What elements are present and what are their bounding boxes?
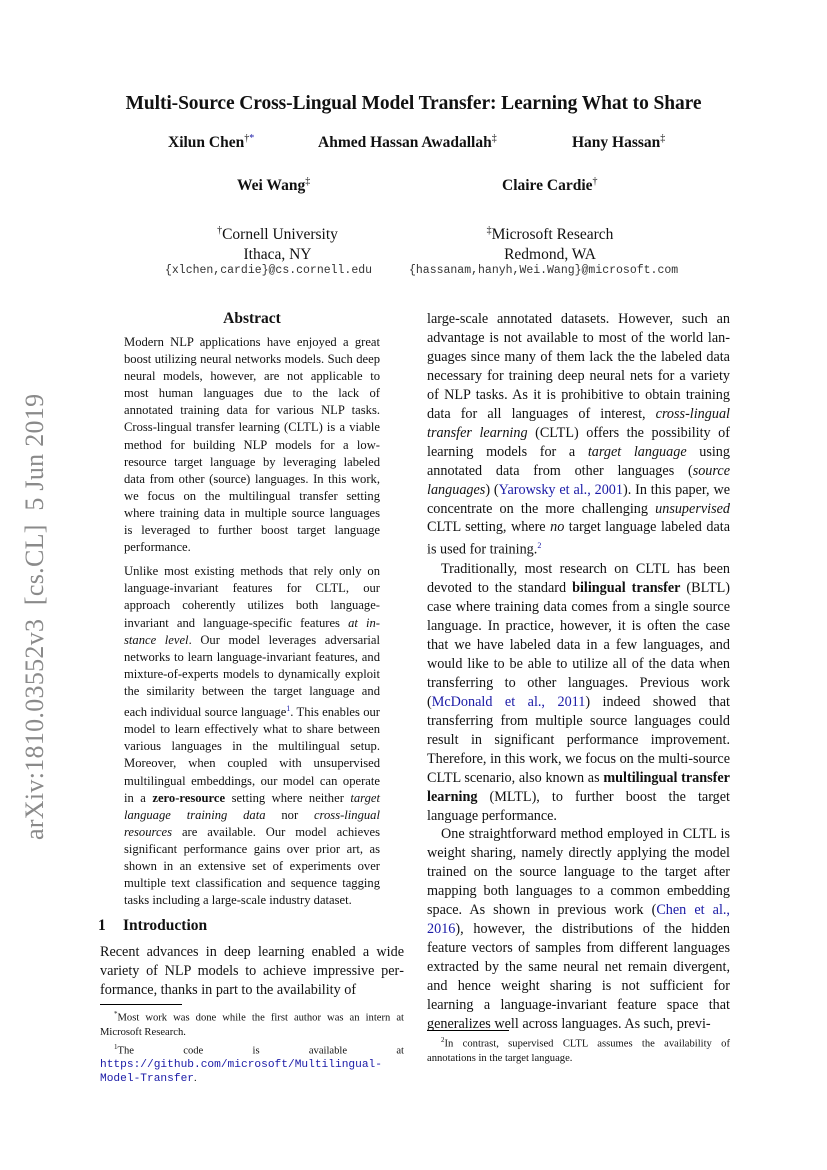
- text: . This enables our model to learn effectively what to share between various languages in the multilingual setup. Moreover, when coupled with unsupervised multilingual embeddings, our model can operate in a: [124, 705, 380, 805]
- text: ) indeed showed that transferring from multiple source languages could result in significant performance improvement. Therefore, in this work, we focus on the multi-source CLTL scenario, also known as: [427, 693, 730, 786]
- author-xilun-chen: [168, 133, 254, 152]
- section-number: 1: [98, 917, 106, 935]
- footnote-text: In contrast, supervised CLTL assumes the availability of annotations in the target language.: [427, 1038, 730, 1064]
- abstract: [100, 310, 404, 909]
- affiliation-institution: Microsoft Research: [491, 226, 614, 244]
- author-name: Hany Hassan: [572, 134, 661, 152]
- text: CLTL setting, where: [427, 519, 551, 536]
- footnote-text: .: [194, 1073, 197, 1085]
- footnote-mark: 2: [441, 1036, 445, 1044]
- footnote-1: [100, 1040, 404, 1087]
- email-microsoft[interactable]: {hassanam,hanyh,Wei.Wang}@microsoft.com: [409, 264, 679, 277]
- footnote-ref-1[interactable]: 1: [286, 703, 291, 713]
- author-mark: ‡: [660, 133, 666, 144]
- intro-paragraph-3: [427, 825, 730, 1033]
- text: One straightforward method employed in CLTL is weight sharing, namely directly applying the model trained on the source language to the target after mapping both languages to a common embedding space. As shown in previous work (: [427, 826, 730, 919]
- arxiv-stamp: arXiv:1810.03552v3 [cs.CL] 5 Jun 2019: [20, 393, 49, 840]
- code-link[interactable]: https://github.com/microsoft/Multilingual-Model-Transfer: [100, 1059, 382, 1086]
- intro-paragraph-1-start: Recent advances in deep learning enabled a wide variety of NLP models to achieve impressive performance, thanks in part to the availability of: [100, 944, 404, 999]
- bold-term: bilingual transfer: [572, 580, 681, 597]
- author-name: Xilun Chen: [168, 134, 245, 152]
- text: ) (: [485, 481, 499, 498]
- emphasis: target language: [587, 443, 687, 460]
- abstract-paragraph-1: Modern NLP applications have enjoyed a great boost utilizing neural networks models. Such deep neural models, however, are not applicable to most human languages due to the lack of annotated training data for various NLP tasks. Cross-lingual transfer learning (CLTL) is a viable method for building NLP models for a low-resource target language by leveraging labeled data from other (source) languages. In this work, we focus on the multilingual transfer setting where training data in multiple source languages is leveraged to further boost target language performance.: [124, 335, 380, 555]
- text: are available. Our model achieves significant performance gains over prior art, as shown in an extensive set of experiments over multiple text classification and sequence tagging tasks including a large-scale industry dataset.: [124, 824, 380, 908]
- emphasis: no: [550, 519, 565, 536]
- abstract-heading: Abstract: [223, 310, 281, 327]
- author-mark: ‡: [305, 176, 311, 187]
- left-column: [100, 310, 404, 1000]
- citation-link[interactable]: Yarowsky et al., 2001: [498, 481, 623, 498]
- bold-term: zero-resource: [152, 790, 226, 805]
- emphasis: source languages: [427, 462, 730, 498]
- text: using annotated data from other languages (: [427, 443, 730, 479]
- citation-link[interactable]: Chen et al., 2016: [427, 902, 730, 938]
- author-ahmed-hassan-awadallah: [318, 133, 497, 152]
- author-claire-cardie: [502, 176, 598, 195]
- text: ), however, the distributions of the hidden feature vectors of samples from different languages extracted by the same neural net remain divergent, and hence weight sharing is not sufficient for learning a language-invariant feature space that generalizes well across languages. As such, previ-: [427, 921, 730, 1032]
- section-title: Introduction: [123, 917, 208, 935]
- footnote-mark: *: [114, 1010, 118, 1018]
- footnote-star: [100, 1007, 404, 1040]
- citation-link[interactable]: McDonald et al., 2011: [431, 693, 586, 710]
- author-name: Wei Wang: [237, 177, 306, 195]
- right-column: [427, 310, 730, 1034]
- email-cornell[interactable]: {xlchen,cardie}@cs.cornell.edu: [165, 264, 373, 277]
- text: . Our model leverages adversarial networks to learn language-invariant features, and mixture-of-experts models to dynamically exploit the similarity between the target language and each individual source language: [124, 632, 381, 720]
- footnote-ref-2[interactable]: 2: [537, 541, 542, 551]
- footnote-mark: 1: [114, 1042, 118, 1051]
- author-mark: †: [244, 133, 250, 144]
- text: setting where neither: [225, 790, 351, 805]
- text: large-scale annotated datasets. However, such an advantage is not available to most of the world languages since many of them lack the the labeled data necessary for training deep neural nets for a variety of NLP tasks. As it is prohibitive to obtain training data for all languages of interest,: [427, 311, 730, 422]
- author-mark: ‡: [491, 133, 497, 144]
- emphasis: cross-lingual transfer learning: [427, 405, 730, 441]
- author-wei-wang: [237, 176, 310, 195]
- author-name: Claire Cardie: [502, 177, 593, 195]
- affiliation-mark: †: [217, 225, 223, 236]
- affiliation-microsoft: [470, 221, 630, 265]
- text: Traditionally, most research on CLTL has been devoted to the standard: [427, 561, 730, 597]
- paper-title: Multi-Source Cross-Lingual Model Transfer: Learning What to Share: [125, 93, 702, 114]
- text: nor: [265, 807, 314, 822]
- footnote-rule: [427, 1030, 509, 1031]
- footnote-rule: [100, 1004, 182, 1005]
- section-heading: [98, 917, 404, 935]
- footnote-2: [427, 1033, 730, 1066]
- text: (CLTL) offers the possibility of learning models for a: [427, 424, 730, 460]
- abstract-paragraph-2: [124, 563, 380, 909]
- intro-paragraph-2: [427, 560, 730, 825]
- author-name: Ahmed Hassan Awadallah: [318, 134, 492, 152]
- bold-term: multilingual transfer learning: [427, 769, 730, 805]
- emphasis: at instance level: [124, 615, 380, 647]
- introduction-section: [100, 917, 404, 1000]
- affiliation-cornell: [200, 221, 355, 265]
- emphasis: cross-lingual resources: [124, 807, 380, 839]
- text: target language labeled data is used for training.: [427, 519, 731, 559]
- text: (BLTL) case where training data comes from a single source language. In practice, however, it is often the case that we have labeled data in a few languages, and would like to be able to utilize all of the data when transferring to other languages. Previous work (: [427, 580, 731, 710]
- footnote-text: Most work was done while the first author was an intern at Microsoft Research.: [100, 1012, 404, 1038]
- footnote-text: The code is available at: [117, 1045, 404, 1057]
- affiliation-location: Ithaca, NY: [243, 246, 312, 264]
- text: (MLTL), to further boost the target language performance.: [427, 788, 730, 824]
- footnotes-left: [100, 1004, 404, 1086]
- author-mark: †: [592, 176, 598, 187]
- text: Unlike most existing methods that rely only on language-invariant features for CLTL, our approach coherently utilizes both language-invariant and language-specific features: [124, 564, 380, 630]
- footnotes-right: [427, 1030, 730, 1066]
- affiliation-institution: Cornell University: [222, 226, 338, 244]
- emphasis: unsupervised: [655, 500, 730, 517]
- author-footnote-mark[interactable]: *: [249, 133, 255, 144]
- emphasis: target language training data: [124, 790, 381, 822]
- intro-paragraph-1-cont: [427, 310, 730, 560]
- author-hany-hassan: [572, 133, 665, 152]
- affiliation-location: Redmond, WA: [504, 246, 596, 264]
- affiliation-mark: ‡: [486, 225, 492, 236]
- text: ). In this paper, we concentrate on the more challenging: [427, 481, 730, 517]
